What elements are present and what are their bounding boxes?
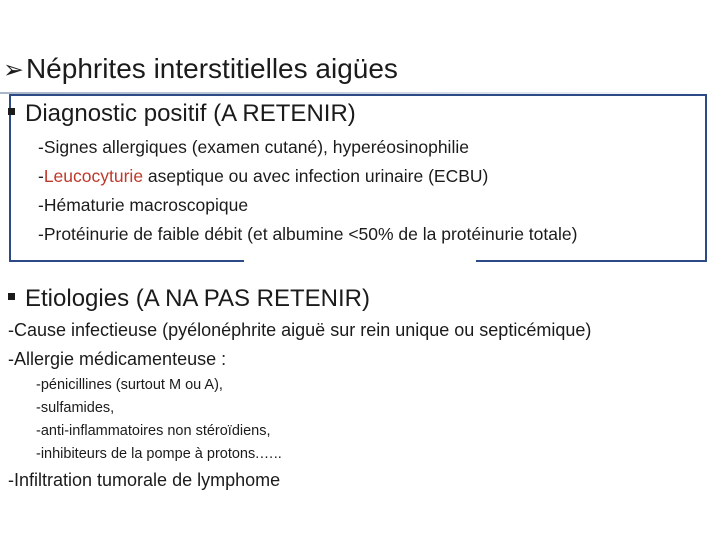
diagnostic-item: -Protéinurie de faible débit (et albumine <50% de la protéinurie totale) bbox=[38, 224, 578, 244]
drug-subitem: -pénicillines (surtout M ou A), bbox=[36, 377, 223, 393]
etiologies-heading-text: Etiologies (A NA PAS RETENIR) bbox=[25, 285, 370, 312]
square-bullet-icon bbox=[8, 108, 15, 115]
slide-title-text: Néphrites interstitielles aigües bbox=[25, 53, 398, 84]
etiology-item: -Infiltration tumorale de lymphome bbox=[8, 470, 281, 490]
diagnostic-item: -Signes allergiques (examen cutané), hyperéosinophilie bbox=[38, 137, 469, 157]
diagnostic-item bbox=[38, 166, 488, 187]
item-rest: aseptique ou avec infection urinaire (ECBU) bbox=[143, 166, 489, 186]
slide-title bbox=[3, 53, 398, 85]
square-bullet-icon bbox=[8, 293, 15, 300]
drug-subitem: -anti-inflammatoires non stéroïdiens, bbox=[36, 423, 271, 439]
etiology-item: -Cause infectieuse (pyélonéphrite aiguë sur rein unique ou septicémique) bbox=[8, 320, 592, 340]
box-border-gap bbox=[244, 259, 476, 263]
drug-subitem: -sulfamides, bbox=[36, 400, 115, 416]
diagnostic-heading-text: Diagnostic positif (A RETENIR) bbox=[25, 100, 356, 127]
drug-subitem: -inhibiteurs de la pompe à protons.….. bbox=[36, 446, 282, 462]
etiologies-heading bbox=[8, 285, 370, 313]
leucocyturie-highlight: Leucocyturie bbox=[43, 166, 144, 186]
item-prefix: - bbox=[38, 166, 44, 186]
arrow-bullet-icon: ➢ bbox=[3, 55, 24, 84]
etiology-item: -Allergie médicamenteuse : bbox=[8, 349, 227, 369]
diagnostic-item: -Hématurie macroscopique bbox=[38, 195, 249, 215]
diagnostic-heading bbox=[8, 100, 356, 128]
